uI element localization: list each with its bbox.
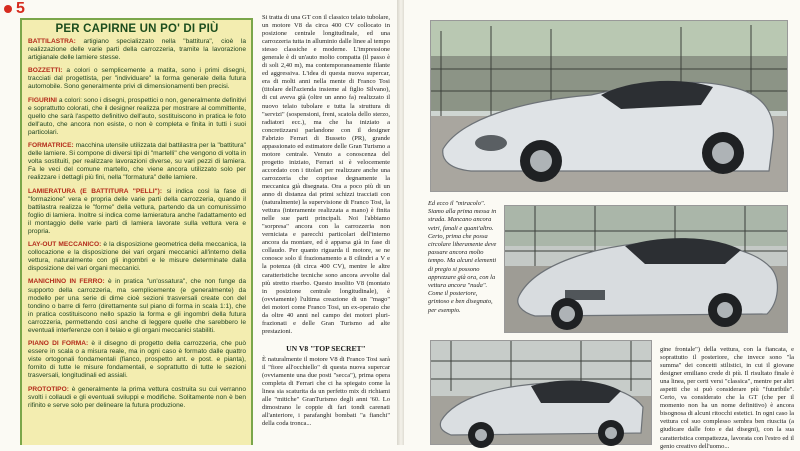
glossary-definition: è in pratica "un'ossatura", che non funge da supporto della carrozzeria, ma semplicemente (e generalmente) da modello per una serie di dime cioè sezioni trasversali create con del tondino o barre di ferro (direttamente sul piano di forma in scala 1:1), che in pratica costituiscono nello spazio la forma e gli ingombri della futura carrozzeria, permettendo così anche di leggere quelle che sarebbero le eventuali interferenze con il telaio e gli organi meccanici stabiliti. <box>28 278 246 334</box>
article-column <box>262 14 390 445</box>
glossary-term: LAMIERATURA (E BATTITURA "PELLI"): <box>28 187 163 195</box>
glossary-entry <box>28 340 246 380</box>
glossary-term: BOZZETTI: <box>28 67 63 75</box>
glossary-term: LAY-OUT MECCANICO: <box>28 241 102 249</box>
page-number: 5 <box>16 0 25 17</box>
glossary-definition: artigiano specializzato nella "battitura", cioè la realizzazione delle varie parti della carrozzeria, tramite la lavorazione artigianale delle lamiere stesse. <box>28 38 246 62</box>
glossary-box <box>20 18 253 445</box>
glossary-entry <box>28 67 246 91</box>
glossary-title: PER CAPIRNE UN PO' DI PIÙ <box>55 23 219 35</box>
glossary-definition: si indica così la fase di "formazione" vera e propria delle varie parti della carrozzeria, quando il battilastra realizza le "forme" della vettura, partendo da un comunissimo foglio di lamiera. Inoltre si indica come lamieratura anche l'adattamento ed il montaggio delle varie parti di lamiera lavorate sulla vettura vera e propria. <box>28 187 246 235</box>
car-front-image <box>431 21 787 191</box>
article-subhead: UN V8 "TOP SECRET" <box>286 343 366 353</box>
car-rear-image <box>505 206 787 332</box>
glossary-entry <box>28 188 246 237</box>
glossary-definition: è la disposizione geometrica della meccanica, la collocazione e la disposizione dei vari organi meccanici all'interno della vettura, naturalmente con gli ingombri e le misure determinate dalla disposizione dei vari organi meccanici. <box>28 241 246 273</box>
red-dot-icon <box>4 5 12 13</box>
glossary-term: BATTILASTRA: <box>28 38 76 45</box>
glossary-definition: a colori o semplicemente a matita, sono i primi disegni, tracciati dal progettista, per "individuare" la forma generale della futura automobile. Sono generalmente privi di dimensionamenti ben precisi. <box>28 67 246 91</box>
left-page <box>0 0 398 445</box>
glossary-definition: è il disegno di progetto della carrozzeria, che può essere in scala o a misura reale, ma in ogni caso è formato dalle quattro viste ortogonali fondamentali (fianco, prospetto ant. e post. e pianta), fornito di tutte le misure fondamentali, e soprattutto di tutte le sezioni trasversali, longitudinali ed assiali. <box>28 340 246 380</box>
glossary-definition: è generalmente la prima vettura costruita su cui verranno svolti i collaudi e gli eventuali sviluppi e modifiche. Solitamente non è ben rifinito e serve solo per delineare la futura produzione. <box>28 385 246 409</box>
glossary-term: FORMATRICE: <box>28 142 74 150</box>
glossary-term: FIGURINI <box>28 96 57 104</box>
glossary-entry <box>28 142 246 182</box>
photo-caption: Ed ecco il "miracolo". Siamo alla prima messa in strada. Mancano ancora vetri, fanali e quant'altro. Certo, prima che possa circolare liberamente deve passare ancora molto tempo. Ma alcuni elementi di pregio si possono apprezzare già ora, con la vettura ancora "nuda". Come il posteriore, grintoso e ben disegnato, per esempio. <box>428 200 497 314</box>
glossary-entry <box>28 386 246 410</box>
article-body-continued: È naturalmente il motore V8 di Franco Tosi sarà il "fiore all'occhiello" di questa nuova supercar (ovviamente una due posti "secca"), prima opera completa di Ferrari che ci ha spiegato come la linea sia scaturita da un perfetto mix di richiami alle "mitiche" GranTurismo degli anni '60. Lo dimostrano le coppie di fari tondi carenati all'anteriore, i parafanghi bombati "a fianchi" della coda tronca... <box>262 355 390 428</box>
car-photo-front <box>430 20 788 192</box>
glossary-definition: a colori: sono i disegni, prospettici o non, generalmente definitivi e soprattutto colorati, che il designer realizza per mostrare al committente, quello che sarà l'aspetto definitivo dell'auto, sostituiscono in pratica le foto dell'auto, che ancora non esiste, o non è completa e finita in tutti i suoi particolari. <box>28 96 246 136</box>
glossary-term: PIANO DI FORMA: <box>28 340 89 348</box>
article-column-right: gine frontale") della vettura, con la fiancata, e soprattutto il posteriore, che invece sono "la summa" dei concetti stilistici, in cui il giovane designer emiliano crede di più. Il risultato finale è una linea, per certi versi "classica", mentre per altri aspetti che si può considerare più "futuribile". Certo, va considerato che la GT (che per il momento non ha un nome definitivo) è ancora bisognosa di alcuni ritocchi estetici. In ogni caso la vettura col suo complesso sembra ben riuscita (a giudicare dalle foto e dai disegni), con la sua caratteristica compattezza, lavorata con l'estro ed il genio creativo dell'uomo... <box>660 346 794 450</box>
car-photo-rear <box>504 205 788 333</box>
glossary-term: PROTOTIPO: <box>28 385 69 393</box>
glossary-entry <box>28 38 246 62</box>
glossary-term: MANICHINO IN FERRO: <box>28 278 105 286</box>
car-side-image <box>431 341 651 444</box>
article-body: Si tratta di una GT con il classico telaio tubolare, un motore V8 da circa 400 CV collocato in posizione centrale longitudinale, ed una carrozzeria tutta in alluminio dalle linee al tempo stesso classiche e moderne. L'impressione generale è di un'auto molto compatta (il passo è di soli 2,40 m), ma contemporaneamente filante ed aggressiva. L'idea di questa nuova supercar, era di molti anni nella mente di Franco Tosi (titolare dell'azienda insieme al figlio Silvano), di cui aveva già (oltre un anno fa) realizzato il nuovo telaio tubolare e tutta la struttura di "servizi" (sospensioni, freni, scatola dello sterzo, radiatori ecc.), ma che ha iniziato a concretizzarsi parlandone con il designer Fabrizio Ferrari di Busseto (PR), grande appassionato ed estimatore delle Gran Turismo a motore centrale. Venuto a conoscenza del progetto iniziato, Ferrari si è velocemente accordato con i titolari per realizzare anche una carrozzeria che coprisse degnamente la meccanica già disegnata. Ora a poco più di un anno di distanza dai primi schizzi tracciati con (naturalmente) la supervisione di Franco Tosi, la vettura (interamente realizzata a mano) è finita nelle sue parti principali. Noi l'abbiamo "sorpresa" ancora con la carrozzeria non verniciata e parecchi particolari dell'interno ancora da montare, ed è apparsa già in fase di collaudo. Per quanto riguarda il motore, se ne conosce solo il frazionamento a 8 cilindri a V e la potenza (di circa 400 CV), mentre le altre caratteristiche tecniche sono ancora avvolte dal più stretto riserbo. Questo insolito V8 (montato in posizione centrale longitudinale), è (ovviamente) l'ultima creazione di un "mago" dei motori come Franco Tosi, un ex-operaio che da oltre 40 anni nel campo dei motori pluri-frazionati e delle Gran Turismo ad alte prestazioni. <box>262 14 390 335</box>
right-page <box>404 0 800 450</box>
car-photo-side <box>430 340 652 445</box>
glossary-entry <box>28 241 246 273</box>
page-marker <box>4 0 25 18</box>
glossary-entry <box>28 278 246 335</box>
glossary-definition: macchina utensile utilizzata dal battilastra per la "battitura" delle lamiere. Si compone di diversi tipi di "martelli" che vengono di volta in volta sostituiti, per realizzare lavorazioni diverse, su vari pezzi di lamiera. Fa le veci del comune martello, che viene ancora utilizzato solo per realizzare i dettagli più fini, nella "formatura" delle lamiere. <box>28 142 246 182</box>
glossary-entry <box>28 97 246 137</box>
